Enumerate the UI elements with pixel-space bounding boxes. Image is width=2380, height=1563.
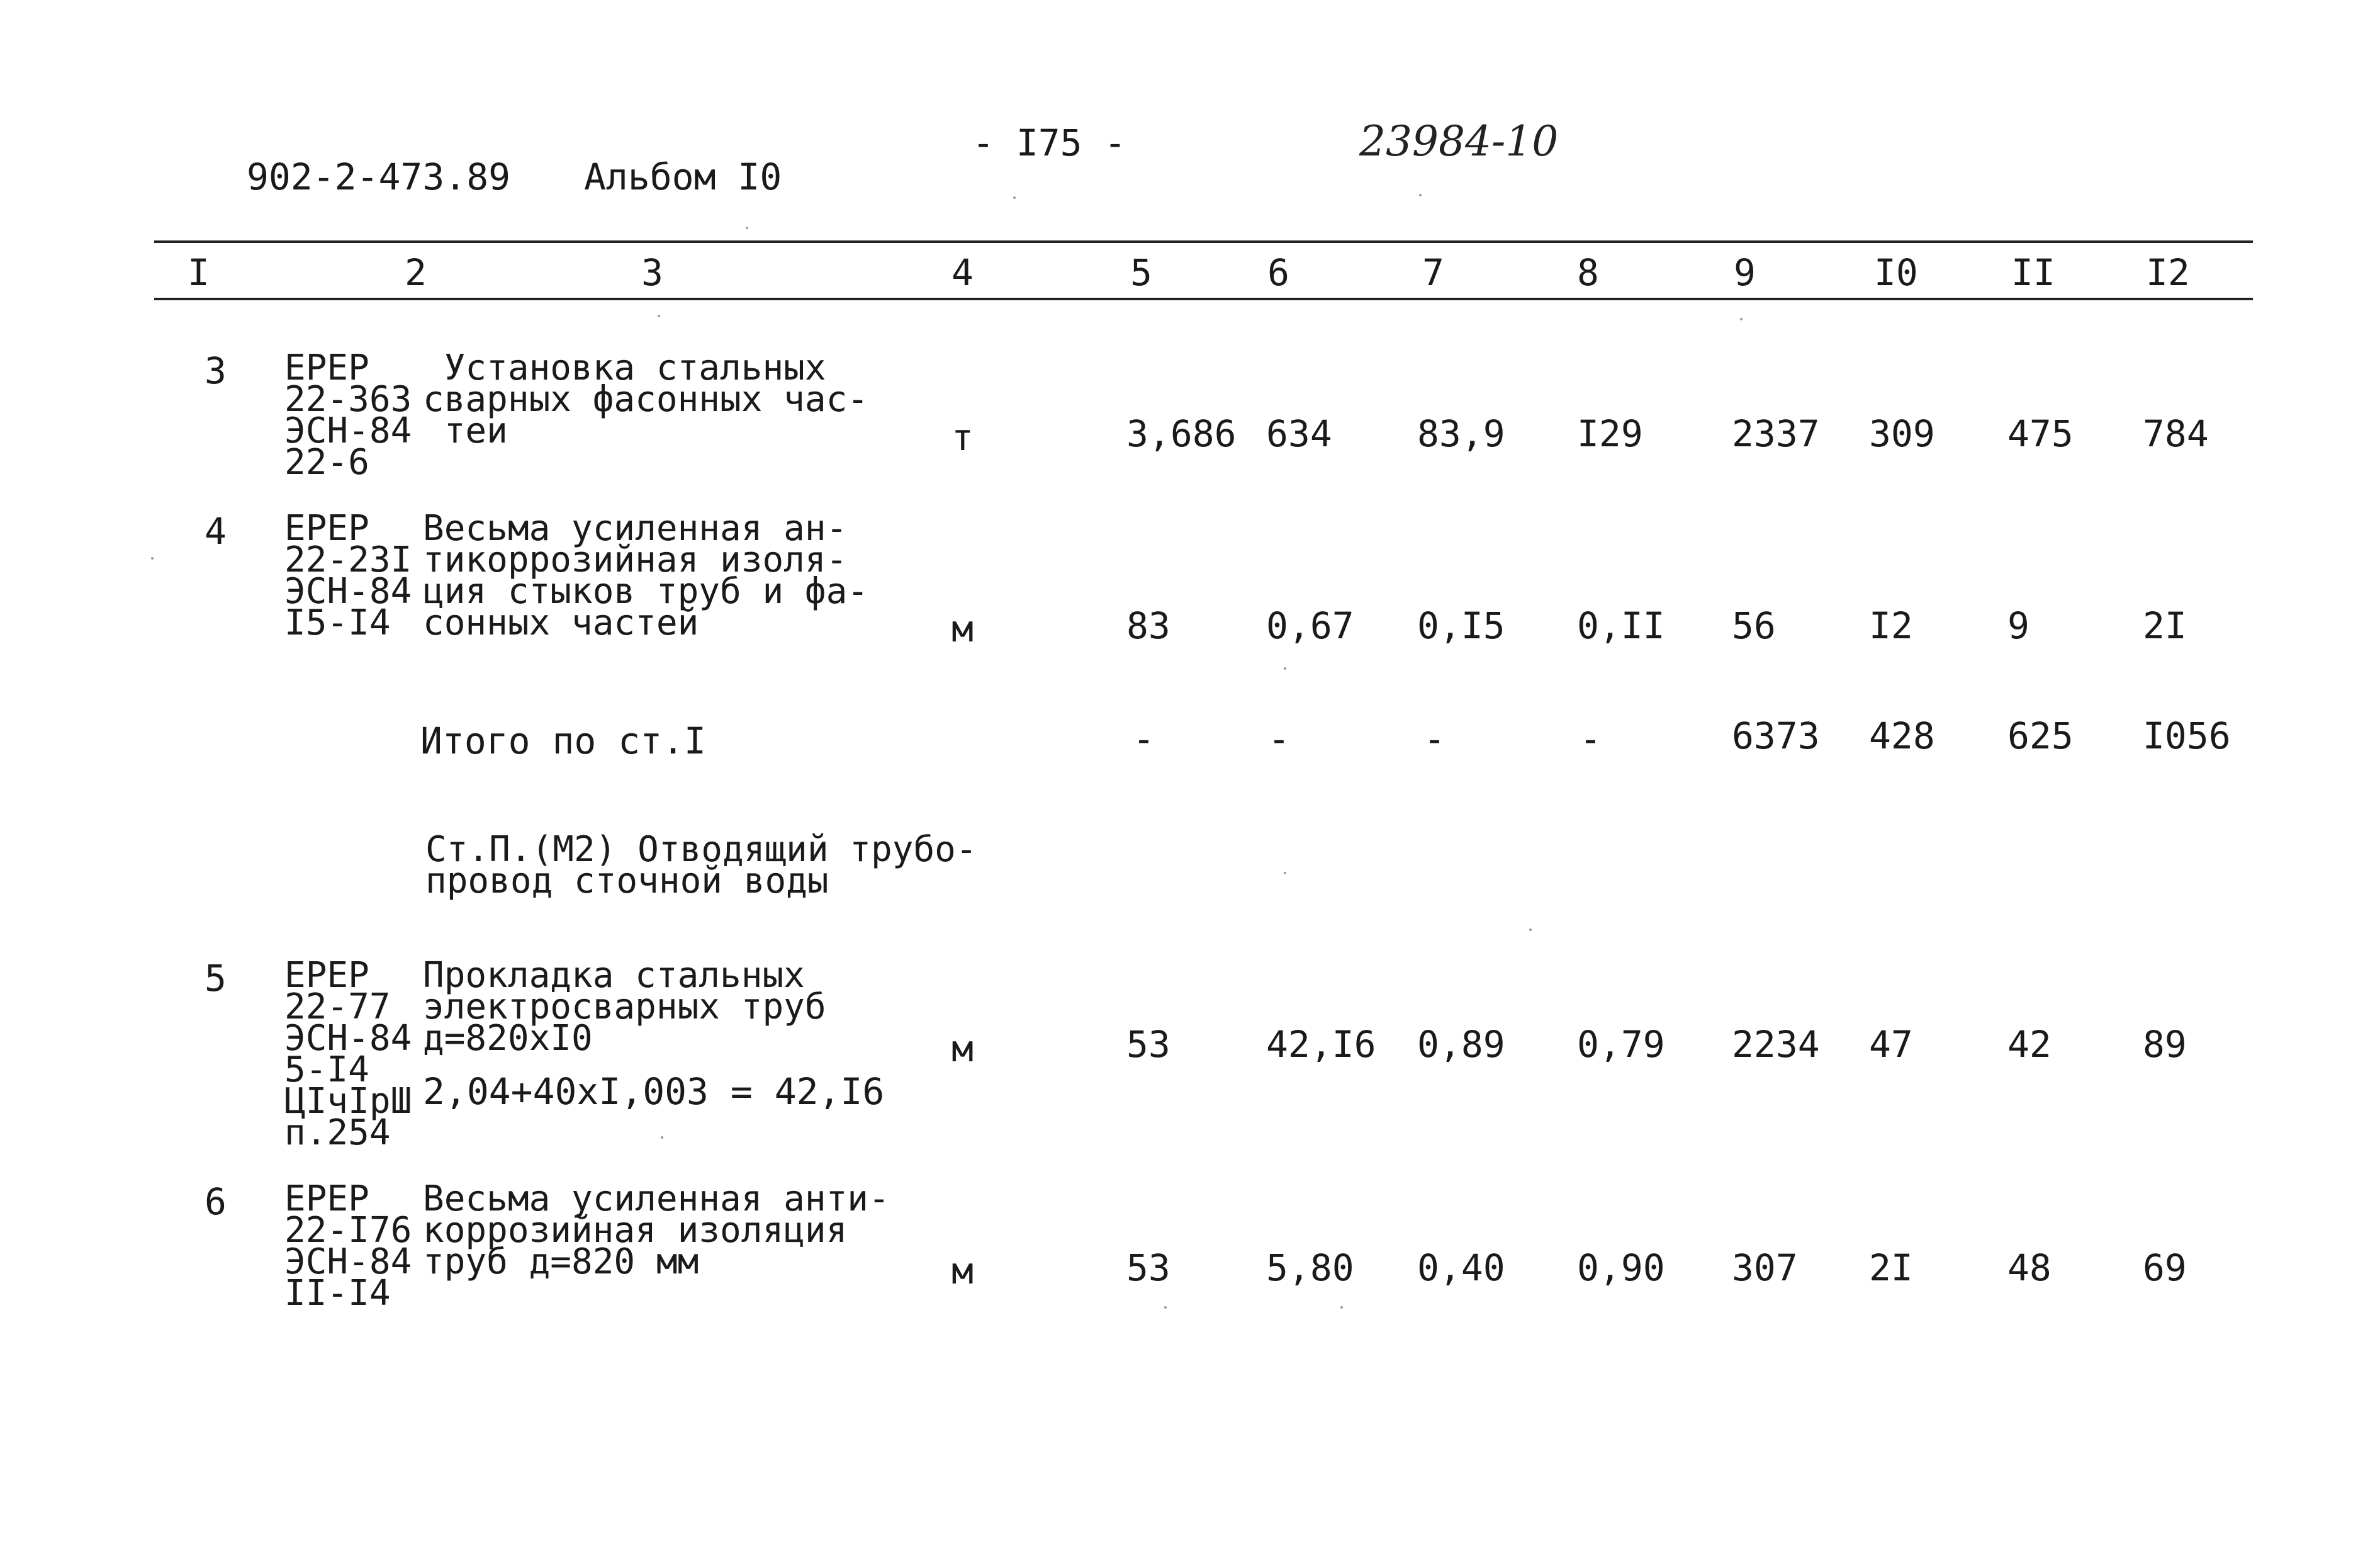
value-col12: I056	[2143, 714, 2231, 757]
value-col6: 0,67	[1266, 604, 1354, 647]
column-header: II	[2011, 251, 2055, 294]
column-header: 5	[1130, 251, 1152, 294]
total-label: Итого по ст.I	[420, 719, 706, 762]
column-header: I0	[1874, 251, 1918, 294]
column-header: 8	[1577, 251, 1599, 294]
value-col11: 625	[2007, 714, 2074, 757]
value-col9: 2234	[1732, 1023, 1820, 1066]
scan-speck	[746, 227, 748, 229]
value-col7: 0,40	[1417, 1246, 1505, 1289]
album-label: Альбом I0	[584, 155, 782, 198]
value-col7: 83,9	[1417, 412, 1505, 455]
value-col10: 428	[1869, 714, 1935, 757]
value-col12: 89	[2143, 1023, 2187, 1066]
value-col8: -	[1580, 718, 1602, 760]
row-number: 3	[205, 349, 227, 392]
work-description: Установка стальных сварных фасонных час- теи	[423, 347, 869, 451]
row-number: 5	[205, 957, 227, 1000]
scan-speck	[661, 1136, 663, 1139]
scan-speck	[1284, 667, 1286, 670]
calculation-formula: 2,04+40хI,003 = 42,I6	[423, 1070, 885, 1113]
value-col6: 5,80	[1266, 1246, 1354, 1289]
norm-codes: ЕРЕР 22-363 ЭСН-84 22-6	[284, 347, 412, 483]
work-description: Весьма усиленная анти- коррозийная изоляция труб д=820 мм	[423, 1178, 890, 1282]
value-col12: 69	[2143, 1246, 2187, 1289]
value-col9: 56	[1732, 604, 1776, 647]
norm-codes: ЕРЕР 22-I76 ЭСН-84 II-I4	[284, 1178, 412, 1314]
value-col8: 0,II	[1577, 604, 1665, 647]
value-col11: 48	[2007, 1246, 2052, 1289]
handwritten-number: 23984-10	[1359, 117, 1559, 166]
value-col9: 6373	[1732, 714, 1820, 757]
column-header: 4	[951, 251, 974, 294]
work-description: Прокладка стальных электросварных труб д=820хI0	[423, 955, 826, 1059]
column-header: 6	[1267, 251, 1289, 294]
value-col7: 0,I5	[1417, 604, 1505, 647]
unit: м	[951, 1027, 974, 1070]
value-col7: -	[1423, 718, 1445, 760]
scan-speck	[151, 557, 154, 560]
value-col8: 0,90	[1577, 1246, 1665, 1289]
value-col6: 42,I6	[1266, 1023, 1376, 1066]
document-code: 902-2-473.89	[247, 155, 511, 198]
scan-speck	[1284, 872, 1286, 874]
value-col6: 634	[1266, 412, 1332, 455]
quantity: 53	[1126, 1023, 1170, 1066]
norm-codes: ЕРЕР 22-23I ЭСН-84 I5-I4	[284, 508, 412, 643]
value-col12: 784	[2143, 412, 2209, 455]
row-number: 4	[205, 510, 227, 553]
value-col6: -	[1268, 718, 1290, 760]
value-col7: 0,89	[1417, 1023, 1505, 1066]
column-header: I	[188, 251, 210, 294]
unit: м	[951, 1250, 974, 1292]
value-col5: -	[1133, 718, 1155, 760]
value-col10: 2I	[1869, 1246, 1913, 1289]
quantity: 83	[1126, 604, 1170, 647]
value-col11: 9	[2007, 604, 2029, 647]
norm-codes: ЕРЕР 22-77 ЭСН-84 5-I4 ЦIчIрШ п.254	[284, 955, 412, 1153]
value-col10: I2	[1869, 604, 1913, 647]
header-rule-bottom	[154, 298, 2253, 300]
page-number: - I75 -	[972, 121, 1126, 164]
unit: т	[951, 416, 974, 459]
unit: м	[951, 607, 974, 650]
row-number: 6	[205, 1180, 227, 1223]
column-header: 3	[641, 251, 663, 294]
scan-speck	[1419, 194, 1422, 196]
scan-speck	[1740, 318, 1743, 320]
column-header: 9	[1734, 251, 1756, 294]
value-col9: 307	[1732, 1246, 1798, 1289]
value-col9: 2337	[1732, 412, 1820, 455]
quantity: 3,686	[1126, 412, 1237, 455]
scan-speck	[1340, 1306, 1343, 1309]
value-col11: 42	[2007, 1023, 2052, 1066]
value-col10: 309	[1869, 412, 1935, 455]
value-col8: 0,79	[1577, 1023, 1665, 1066]
column-header: I2	[2146, 251, 2190, 294]
column-header: 7	[1422, 251, 1444, 294]
section-title: Ст.П.(М2) Отводящий трубо- провод сточной воды	[425, 829, 977, 901]
value-col10: 47	[1869, 1023, 1913, 1066]
scan-speck	[1529, 928, 1532, 931]
column-header: 2	[405, 251, 427, 294]
work-description: Весьма усиленная ан- тикоррозийная изоля- ция стыков труб и фа- сонных частей	[423, 508, 869, 643]
quantity: 53	[1126, 1246, 1170, 1289]
value-col11: 475	[2007, 412, 2074, 455]
scan-speck	[1013, 196, 1016, 199]
value-col12: 2I	[2143, 604, 2187, 647]
scan-speck	[1164, 1306, 1167, 1309]
scan-speck	[658, 315, 660, 317]
header-rule-top	[154, 240, 2253, 243]
value-col8: I29	[1577, 412, 1643, 455]
